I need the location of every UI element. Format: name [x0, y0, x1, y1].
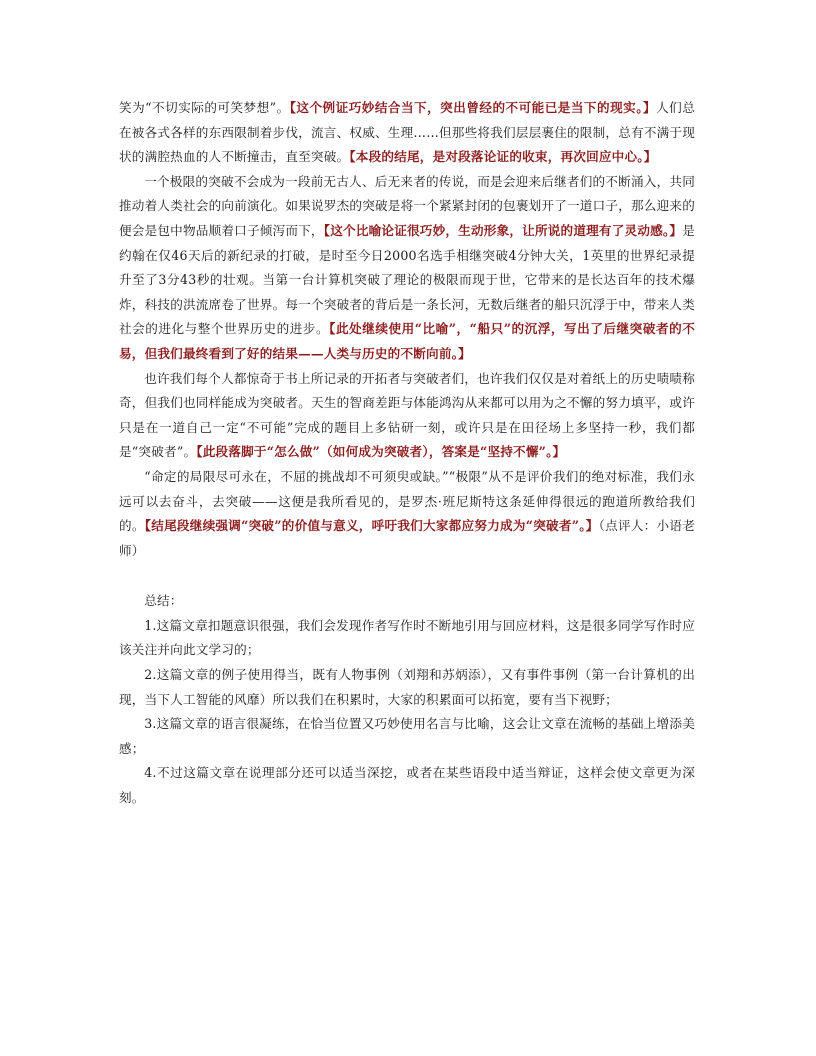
summary-section	[119, 589, 695, 810]
paragraph-1	[119, 96, 695, 170]
summary-item: 4.不过这篇文章在说理部分还可以适当深挖，或者在某些语段中适当辩证，这样会使文章更为深刻。	[119, 765, 695, 806]
comment-annotation: 【此段落脚于“怎么做”（如何成为突破者），答案是“坚持不懈”。】	[196, 444, 566, 460]
text-run: 笑为“不切实际的可笑梦想”。	[119, 100, 290, 115]
paragraph-4	[119, 465, 695, 563]
document-page	[119, 96, 695, 811]
comment-annotation: 【这个例证巧妙结合当下，突出曾经的不可能已是当下的现实。】	[289, 100, 657, 115]
comment-annotation: 【此处继续使用“比喻”，“船只”的沉浮，写出了后继突破者的不易，但我们最终看到了好的结果——人类与历史的不断向前。】	[119, 321, 695, 361]
summary-item: 2.这篇文章的例子使用得当，既有人物事例（刘翔和苏炳添），又有事件事例（第一台计算机的出现，当下人工智能的风靡）所以我们在积累时，大家的积累面可以拓宽，要有当下视野；	[119, 667, 695, 707]
text-run: “命定的局限尽可永在，不屈的挑战却不可须臾或缺。”“极限”从不是评价我们的绝对标准，我们永远可以去奋斗，去突破——这便是我所看见的，是罗杰·班尼斯特这条延伸得很远的跑道所教给我们的。	[119, 468, 695, 534]
comment-annotation: 【结尾段继续强调“突破”的价值与意义，呼吁我们大家都应努力成为“突破者”。】	[144, 518, 599, 534]
text-run: 人们总在被各式各样的东西限制着步伐，流言、权威、生理……但那些将我们层层裹住的限制，总有不满于现状的满腔热血的人不断撞击，直至突破。	[119, 100, 695, 165]
summary-item: 1.这篇文章扣题意识很强，我们会发现作者写作时不断地引用与回应材料，这是很多同学写作时应该关注并向此文学习的；	[119, 617, 695, 658]
reviewer-credit: （点评人：小语老师）	[119, 518, 695, 558]
text-run: 也许我们每个人都惊奇于书上所记录的开拓者与突破者们，也许我们仅仅是对着纸上的历史啧啧称奇，但我们也同样能成为突破者。天生的智商差距与体能鸿沟从来都可以用为之不懈的努力填平，或许只是在一道自己一定“不可能”完成的题目上多钻研一刻，或许只是在田径场上多坚持一秒，我们都是“突破者”。	[119, 370, 695, 460]
comment-annotation: 【本段的结尾，是对段落论证的收束，再次回应中心。】	[349, 149, 657, 165]
comment-annotation: 【这个比喻论证很巧妙，生动形象，让所说的道理有了灵动感。】	[323, 222, 683, 238]
text-run: 是约翰在仅46天后的新纪录的打破，是时至今日2000名选手相继突破4分钟大关，1英里的世界纪录提升至了3分43秒的壮观。当第一台计算机突破了理论的极限而现于世，它带来的是长达百年的技术爆炸，科技的洪流席卷了世界。每一个突破者的背后是一条长河，无数后继者的船只沉浮于中，带来人类社会的进化与整个世界历史的进步。	[119, 222, 696, 337]
summary-item: 3.这篇文章的语言很凝练，在恰当位置又巧妙使用名言与比喻，这会让文章在流畅的基础上增添美感；	[119, 716, 695, 756]
summary-title: 总结：	[144, 593, 183, 609]
paragraph-3	[119, 367, 695, 465]
essay-body	[119, 96, 695, 563]
text-run: 一个极限的突破不会成为一段前无古人、后无来者的传说，而是会迎来后继者们的不断涌入，共同推动着人类社会的向前演化。如果说罗杰的突破是将一个紧紧封闭的包裹划开了一道口子，那么迎来的便会是包中物品顺着口子倾泻而下，	[119, 173, 695, 238]
paragraph-2	[119, 170, 695, 367]
